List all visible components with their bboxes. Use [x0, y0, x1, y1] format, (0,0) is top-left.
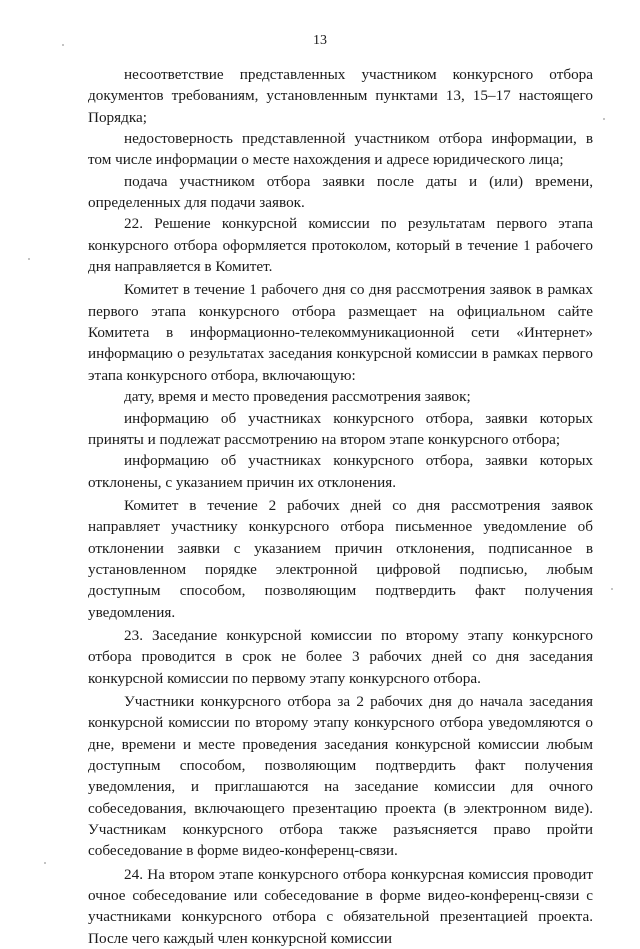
- paragraph-11: Участники конкурсного отбора за 2 рабочих дня до начала заседания конкурсной комиссии по второму этапу конкурсного отбора уведомляются о дне, времени и месте проведения заседания конкурсной комиссии любым доступным способом, позволяющим подтвердить факт получения уведомления, и приглашаются на заседание комиссии для очного собеседования, включающего презентацию проекта (в электронном виде). Участникам конкурсного отбора также разъясняется право пройти собеседование в форме видео-конференц-связи.: [88, 692, 593, 860]
- paragraph-8: информацию об участниках конкурсного отбора, заявки которых отклонены, с указанием причин их отклонения.: [88, 452, 593, 491]
- scan-speck: [611, 588, 613, 590]
- paragraph-7: информацию об участниках конкурсного отбора, заявки которых приняты и подлежат рассмотрению на втором этапе конкурсного отбора;: [88, 409, 593, 448]
- paragraph-12: 24. На втором этапе конкурсного отбора конкурсная комиссия проводит очное собеседование или собеседование в форме видео-конференц-связи с участниками конкурсного отбора с обязательной презентацией проекта. После чего каждый член конкурсной комиссии: [88, 865, 593, 947]
- page-number: 13: [313, 33, 327, 48]
- scan-speck: [603, 118, 605, 120]
- document-body: [88, 64, 593, 949]
- scan-speck: [28, 258, 30, 260]
- paragraph-5: Комитет в течение 1 рабочего дня со дня рассмотрения заявок в рамках первого этапа конкурсного отбора размещает на официальном сайте Комитета в информационно-телекоммуникационной сети «Интернет» информацию о результатах заседания конкурсной комиссии в рамках первого этапа конкурсного отбора, включающую:: [88, 281, 593, 384]
- paragraph-1: несоответствие представленных участником конкурсного отбора документов требованиям, установленным пунктами 13, 15–17 настоящего Порядка;: [88, 66, 593, 126]
- paragraph-6: дату, время и место проведения рассмотрения заявок;: [124, 388, 471, 406]
- paragraph-3: подача участником отбора заявки после даты и (или) времени, определенных для подачи заявок.: [88, 172, 593, 212]
- paragraph-10: 23. Заседание конкурсной комиссии по второму этапу конкурсного отбора проводится в срок не более 3 рабочих дней со дня заседания конкурсной комиссии по первому этапу конкурсного отбора.: [88, 626, 593, 687]
- paragraph-2: недостоверность представленной участником отбора информации, в том числе информации о месте нахождения и адресе юридического лица;: [88, 130, 593, 169]
- paragraph-9: Комитет в течение 2 рабочих дней со дня рассмотрения заявок направляет участнику конкурсного отбора письменное уведомление об отклонении заявки с указанием причин отклонения, подписанное в установленном порядке электронной цифровой подписью, любым доступным способом, позволяющим подтвердить факт получения уведомления.: [88, 496, 593, 621]
- paragraph-4: 22. Решение конкурсной комиссии по результатам первого этапа конкурсного отбора оформляется протоколом, который в течение 1 рабочего дня направляется в Комитет.: [88, 215, 593, 276]
- scan-speck: [44, 862, 46, 864]
- scan-speck: [62, 44, 64, 46]
